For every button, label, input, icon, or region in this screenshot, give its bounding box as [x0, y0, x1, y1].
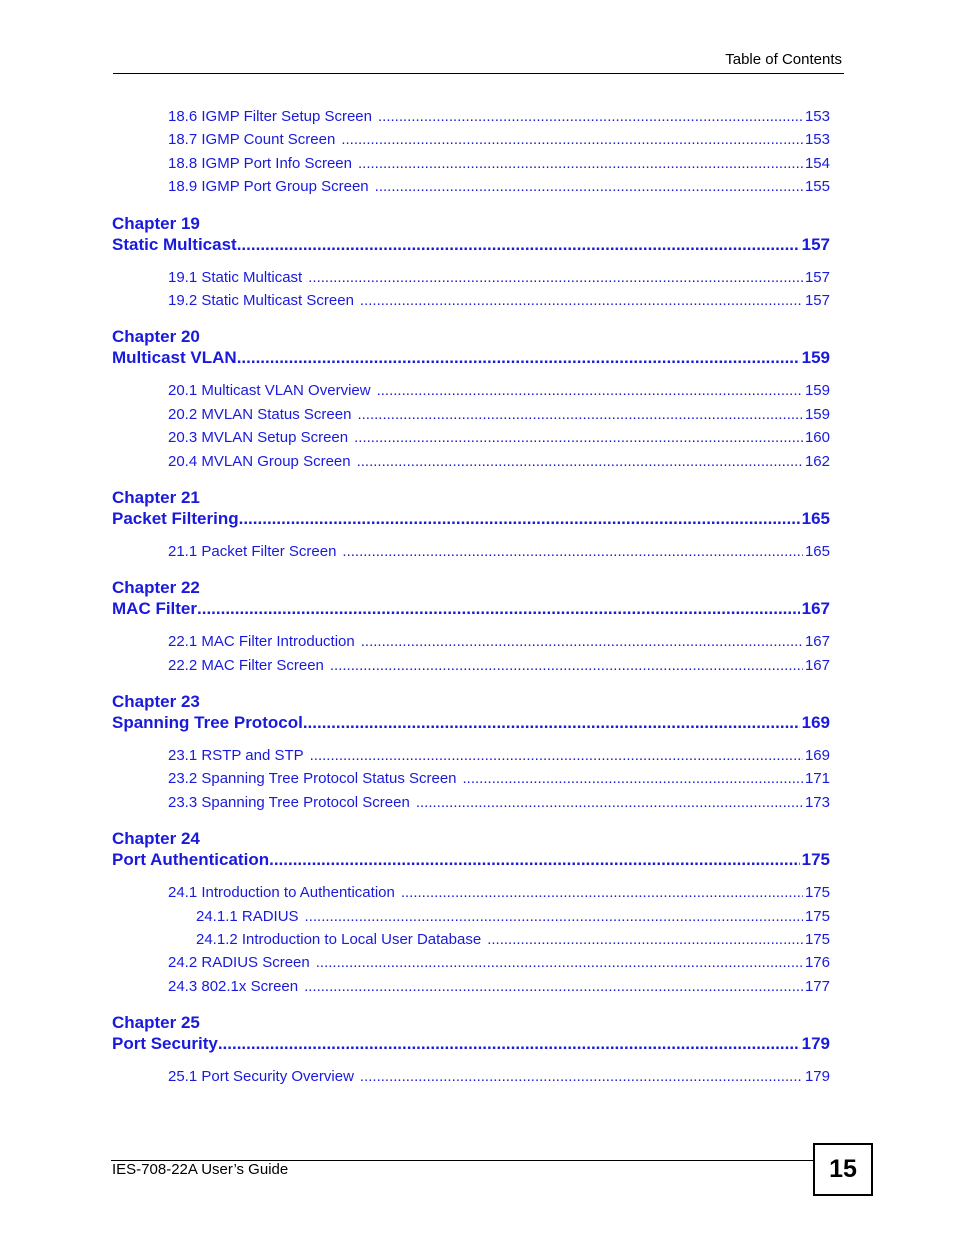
section-page-number: 154 — [804, 154, 830, 172]
section-page-number: 165 — [804, 542, 830, 560]
toc-subsection-link[interactable] — [196, 907, 830, 930]
section-page-number: 159 — [804, 382, 830, 400]
dot-leader — [360, 291, 803, 311]
chapter-page-number: 179 — [801, 1034, 830, 1054]
section-page-number: 159 — [804, 405, 830, 423]
section-title: 20.1 Multicast VLAN Overview — [168, 382, 371, 400]
chapter-title-link[interactable] — [112, 598, 830, 619]
section-title: 18.7 IGMP Count Screen — [168, 131, 336, 149]
section-title: 23.2 Spanning Tree Protocol Status Screen — [168, 770, 457, 788]
toc-chapter — [112, 327, 830, 368]
section-page-number: 177 — [804, 977, 830, 995]
section-title: 20.4 MVLAN Group Screen — [168, 452, 351, 470]
section-page-number: 155 — [804, 178, 830, 196]
section-title: 22.1 MAC Filter Introduction — [168, 633, 355, 651]
section-title: 19.2 Static Multicast Screen — [168, 291, 354, 309]
section-title: 20.2 MVLAN Status Screen — [168, 405, 352, 423]
section-page-number: 175 — [804, 907, 830, 925]
dot-leader — [361, 632, 803, 652]
chapter-page-number: 165 — [801, 508, 830, 528]
toc-section-link[interactable] — [168, 428, 830, 451]
dot-leader — [239, 508, 800, 529]
toc-chapter — [112, 1013, 830, 1054]
section-title: 23.1 RSTP and STP — [168, 747, 304, 765]
chapter-title-link[interactable] — [112, 347, 830, 368]
dot-leader — [197, 598, 800, 619]
dot-leader — [237, 347, 800, 368]
toc-section-link[interactable] — [168, 405, 830, 428]
section-title: 25.1 Port Security Overview — [168, 1068, 354, 1086]
section-page-number: 153 — [804, 131, 830, 149]
chapter-title-link[interactable] — [112, 849, 830, 870]
chapter-page-number: 175 — [801, 850, 830, 870]
section-page-number: 153 — [804, 108, 830, 125]
section-title: 24.1 Introduction to Authentication — [168, 884, 395, 902]
dot-leader — [357, 452, 803, 472]
chapter-page-number: 169 — [801, 713, 830, 733]
chapter-page-number: 167 — [801, 599, 830, 619]
section-title: 23.3 Spanning Tree Protocol Screen — [168, 793, 410, 811]
toc-section-link[interactable] — [168, 268, 830, 291]
dot-leader — [357, 405, 803, 425]
dot-leader — [378, 107, 803, 127]
chapter-number-link[interactable]: Chapter 23 — [112, 692, 200, 712]
section-page-number: 179 — [804, 1068, 830, 1086]
toc-section-link[interactable] — [168, 177, 830, 200]
dot-leader — [316, 953, 803, 973]
chapter-title-link[interactable] — [112, 234, 830, 255]
section-page-number: 176 — [804, 954, 830, 972]
chapter-title: Spanning Tree Protocol — [112, 713, 303, 733]
dot-leader — [305, 907, 803, 927]
chapter-title-link[interactable] — [112, 1033, 830, 1054]
section-title: 21.1 Packet Filter Screen — [168, 542, 337, 560]
footer-guide-title: IES-708-22A User’s Guide — [112, 1161, 289, 1178]
chapter-title: Port Authentication — [112, 850, 270, 870]
dot-leader — [360, 1067, 803, 1087]
section-page-number: 157 — [804, 291, 830, 309]
chapter-title: MAC Filter — [112, 599, 197, 619]
toc-section-link[interactable] — [168, 953, 830, 976]
dot-leader — [330, 656, 803, 676]
dot-leader — [304, 977, 803, 997]
dot-leader — [303, 712, 800, 733]
toc-section-link[interactable] — [168, 130, 830, 153]
section-page-number: 173 — [804, 793, 830, 811]
dot-leader — [375, 177, 803, 197]
chapter-title: Packet Filtering — [112, 508, 239, 528]
chapter-title: Static Multicast — [112, 234, 237, 254]
toc-chapter — [112, 488, 830, 529]
toc-section-link[interactable] — [168, 883, 830, 906]
toc-section-link[interactable] — [168, 793, 830, 816]
toc-section-link[interactable] — [168, 769, 830, 792]
dot-leader — [354, 428, 803, 448]
chapter-number-link[interactable]: Chapter 20 — [112, 327, 200, 347]
section-title: 19.1 Static Multicast — [168, 268, 303, 286]
section-title: 24.1.2 Introduction to Local User Database — [196, 931, 482, 949]
toc-section-link[interactable] — [168, 1067, 830, 1090]
section-page-number: 157 — [804, 268, 830, 286]
dot-leader — [218, 1033, 800, 1054]
toc-chapter — [112, 829, 830, 870]
chapter-title: Port Security — [112, 1034, 218, 1054]
section-page-number: 175 — [804, 884, 830, 902]
toc-section-link[interactable] — [168, 632, 830, 655]
chapter-number-link[interactable]: Chapter 22 — [112, 578, 200, 598]
chapter-page-number: 159 — [801, 348, 830, 368]
toc-subsection-link[interactable] — [196, 930, 830, 953]
chapter-number-link[interactable]: Chapter 21 — [112, 487, 200, 507]
dot-leader — [237, 234, 800, 255]
section-title: 18.8 IGMP Port Info Screen — [168, 154, 352, 172]
chapter-number-link[interactable]: Chapter 25 — [112, 1013, 200, 1033]
toc-section-link[interactable] — [168, 542, 830, 565]
dot-leader — [487, 930, 803, 950]
dot-leader — [358, 154, 803, 174]
section-title: 22.2 MAC Filter Screen — [168, 656, 324, 674]
toc-chapter — [112, 214, 830, 255]
dot-leader — [377, 381, 803, 401]
section-title: 18.6 IGMP Filter Setup Screen — [168, 108, 372, 125]
section-page-number: 167 — [804, 633, 830, 651]
section-page-number: 162 — [804, 452, 830, 470]
toc-chapter — [112, 692, 830, 733]
section-page-number: 175 — [804, 931, 830, 949]
table-of-contents — [0, 107, 954, 1091]
section-page-number: 169 — [804, 747, 830, 765]
section-page-number: 160 — [804, 429, 830, 447]
section-title: 20.3 MVLAN Setup Screen — [168, 429, 349, 447]
dot-leader — [341, 130, 803, 150]
toc-section-link[interactable] — [168, 291, 830, 314]
dot-leader — [342, 542, 803, 562]
section-title: 18.9 IGMP Port Group Screen — [168, 178, 369, 196]
chapter-title-link[interactable] — [112, 712, 830, 733]
section-page-number: 167 — [804, 656, 830, 674]
section-title: 24.1.1 RADIUS — [196, 907, 299, 925]
section-page-number: 171 — [804, 770, 830, 788]
dot-leader — [401, 883, 803, 903]
chapter-number-link[interactable]: Chapter 24 — [112, 829, 200, 849]
dot-leader — [269, 849, 800, 870]
toc-section-link[interactable] — [168, 107, 830, 130]
toc-section-link[interactable] — [168, 656, 830, 679]
page-number: 15 — [813, 1143, 873, 1196]
chapter-page-number: 157 — [801, 234, 830, 254]
chapter-title: Multicast VLAN — [112, 348, 237, 368]
toc-section-link[interactable] — [168, 154, 830, 177]
toc-chapter — [112, 578, 830, 619]
toc-section-link[interactable] — [168, 746, 830, 769]
dot-leader — [310, 746, 803, 766]
running-header: Table of Contents — [725, 51, 842, 68]
chapter-number-link[interactable]: Chapter 19 — [112, 213, 200, 233]
chapter-title-link[interactable] — [112, 508, 830, 529]
toc-section-link[interactable] — [168, 452, 830, 475]
toc-section-link[interactable] — [168, 381, 830, 404]
header-divider — [113, 73, 844, 74]
section-title: 24.2 RADIUS Screen — [168, 954, 310, 972]
dot-leader — [308, 268, 803, 288]
dot-leader — [416, 793, 803, 813]
toc-section-link[interactable] — [168, 977, 830, 1000]
dot-leader — [463, 769, 803, 789]
section-title: 24.3 802.1x Screen — [168, 977, 299, 995]
